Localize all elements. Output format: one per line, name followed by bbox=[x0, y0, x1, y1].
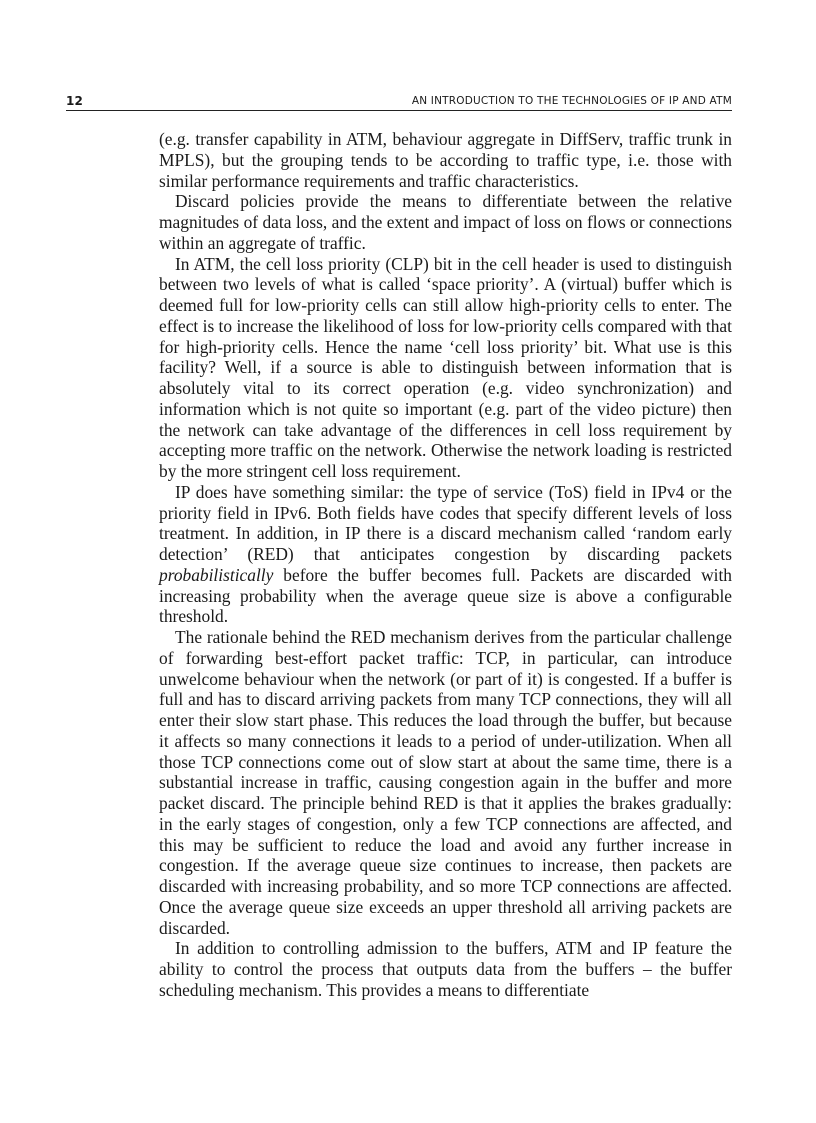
body-text bbox=[159, 129, 732, 1001]
emphasis-probabilistically: probabilistically bbox=[159, 564, 274, 585]
paragraph-aggregate-grouping: (e.g. transfer capability in ATM, behaviour aggregate in DiffServ, traffic trunk in MPLS), but the grouping tends to be according to traffic type, i.e. those with similar performance requirements and traffic characteristics. bbox=[159, 129, 732, 191]
running-header bbox=[66, 92, 732, 111]
paragraph-text-after: before the buffer becomes full. Packets are discarded with increasing probability when the average queue size is above a configurable threshold. bbox=[159, 564, 732, 627]
page-number: 12 bbox=[66, 94, 84, 108]
paragraph-text-before: IP does have something similar: the type of service (ToS) field in IPv4 or the priority field in IPv6. Both fields have codes that specify different levels of loss treatment. In addition, in IP there is a discard mechanism called ‘random early detection’ (RED) that anticipates congestion by discarding packets bbox=[159, 481, 732, 564]
paragraph-ip-tos-red bbox=[159, 482, 732, 627]
paragraph-buffer-scheduling: In addition to controlling admission to the buffers, ATM and IP feature the ability to control the process that outputs data from the buffers – the buffer scheduling mechanism. This provides a means to differentiate bbox=[159, 938, 732, 1000]
paragraph-discard-policies: Discard policies provide the means to differentiate between the relative magnitudes of data loss, and the extent and impact of loss on flows or connections within an aggregate of traffic. bbox=[159, 191, 732, 253]
running-title: AN INTRODUCTION TO THE TECHNOLOGIES OF IP AND ATM bbox=[411, 95, 732, 107]
paragraph-red-rationale: The rationale behind the RED mechanism derives from the particular challenge of forwarding best-effort packet traffic: TCP, in particular, can introduce unwelcome behaviour when the network (or part of it) is congested. If a buffer is full and has to discard arriving packets from many TCP connections, they will all enter their slow start phase. This reduces the load through the buffer, but because it affects so many connections it leads to a period of under-utilization. When all those TCP connections come out of slow start at about the same time, there is a substantial increase in traffic, causing congestion again in the buffer and more packet discard. The principle behind RED is that it applies the brakes gradually: in the early stages of congestion, only a few TCP connections are affected, and this may be sufficient to reduce the load and avoid any further increase in congestion. If the average queue size continues to increase, then packets are discarded with increasing probability, and so more TCP connections are affected. Once the average queue size exceeds an upper threshold all arriving packets are discarded. bbox=[159, 627, 732, 938]
paragraph-atm-clp: In ATM, the cell loss priority (CLP) bit in the cell header is used to distinguish between two levels of what is called ‘space priority’. A (virtual) buffer which is deemed full for low-priority cells can still allow high-priority cells to enter. The effect is to increase the likelihood of loss for low-priority cells compared with that for high-priority cells. Hence the name ‘cell loss priority’ bit. What use is this facility? Well, if a source is able to distinguish between information that is absolutely vital to its correct operation (e.g. video synchronization) and information which is not quite so important (e.g. part of the video picture) then the network can take advantage of the differences in cell loss requirement by accepting more traffic on the network. Otherwise the network loading is restricted by the more stringent cell loss requirement. bbox=[159, 253, 732, 481]
